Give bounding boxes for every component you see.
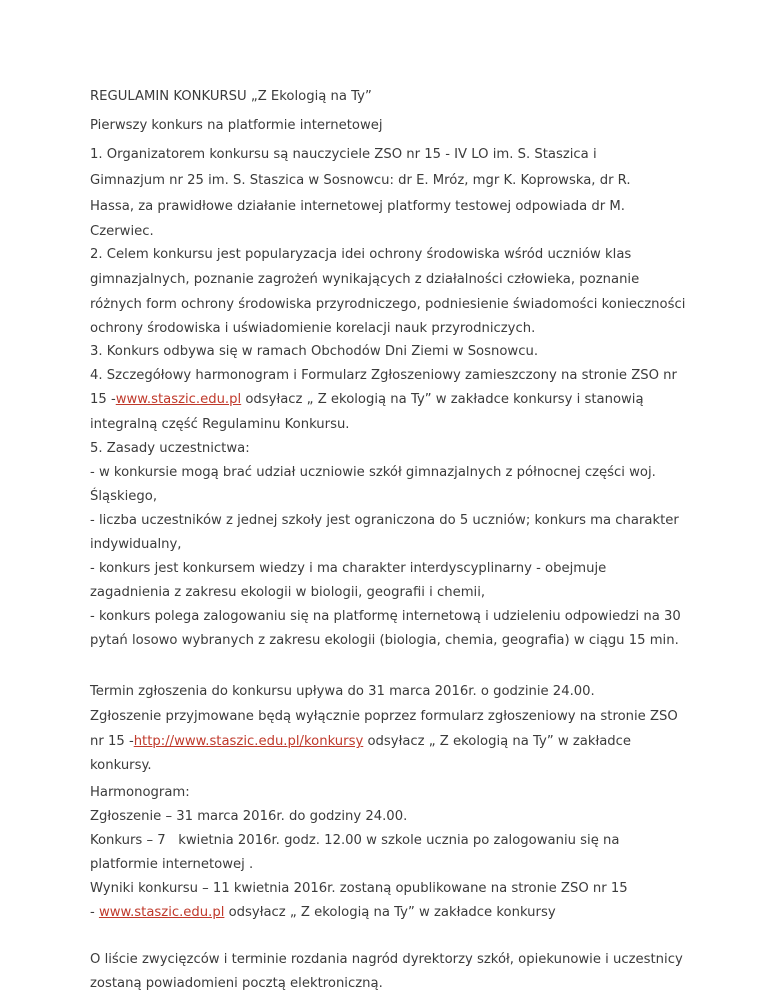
paragraph-line: gimnazjalnych, poznanie zagrożeń wynikających z działalności człowieka, poznanie	[90, 272, 640, 287]
staszic-link[interactable]: www.staszic.edu.pl	[115, 392, 242, 407]
schedule-line: Zgłoszenie – 31 marca 2016r. do godziny 24.00.	[90, 809, 408, 824]
paragraph-line: Gimnazjum nr 25 im. S. Staszica w Sosnowcu: dr E. Mróz, mgr K. Koprowska, dr R.	[90, 173, 631, 188]
paragraph-line: zagadnienia z zakresu ekologii w biologii, geografii i chemii,	[90, 585, 486, 600]
text-fragment: odsyłacz „ Z ekologią na Ty” w zakładce konkursy i stanowią	[241, 392, 644, 407]
paragraph-line: różnych form ochrony środowiska przyrodniczego, podniesienie świadomości konieczności	[90, 297, 686, 312]
paragraph-line: pytań losowo wybranych z zakresu ekologii (biologia, chemia, geografia) w ciągu 15 min.	[90, 633, 679, 648]
schedule-line	[90, 904, 556, 922]
text-fragment: odsyłacz „ Z ekologią na Ty” w zakładce	[363, 734, 632, 749]
paragraph-line: integralną część Regulaminu Konkursu.	[90, 417, 350, 432]
list-item: - liczba uczestników z jednej szkoły jest ograniczona do 5 uczniów; konkurs ma charakter	[90, 513, 679, 528]
paragraph-line: Zgłoszenie przyjmowane będą wyłącznie poprzez formularz zgłoszeniowy na stronie ZSO	[90, 709, 678, 724]
paragraph-line: zostaną powiadomieni pocztą elektroniczną.	[90, 976, 383, 991]
schedule-header: Harmonogram:	[90, 785, 190, 800]
paragraph-line: 4. Szczegółowy harmonogram i Formularz Zgłoszeniowy zamieszczony na stronie ZSO nr	[90, 368, 677, 383]
document-subtitle: Pierwszy konkurs na platformie internetowej	[90, 118, 383, 133]
paragraph-line: Hassa, za prawidłowe działanie internetowej platformy testowej odpowiada dr M.	[90, 199, 625, 214]
text-fragment: 15 -	[90, 392, 116, 407]
schedule-line: Wyniki konkursu – 11 kwietnia 2016r. zostaną opublikowane na stronie ZSO nr 15	[90, 881, 628, 896]
schedule-line: Konkurs – 7 kwietnia 2016r. godz. 12.00 w szkole ucznia po zalogowaniu się na	[90, 833, 620, 848]
document-title: REGULAMIN KONKURSU „Z Ekologią na Ty”	[90, 89, 372, 104]
list-item: - w konkursie mogą brać udział uczniowie szkół gimnazjalnych z północnej części woj.	[90, 465, 656, 480]
paragraph-line	[90, 733, 631, 751]
paragraph-line: Czerwiec.	[90, 224, 154, 239]
paragraph-line: 5. Zasady uczestnictwa:	[90, 441, 250, 456]
text-fragment: odsyłacz „ Z ekologią na Ty” w zakładce konkursy	[224, 905, 556, 920]
text-fragment: -	[90, 905, 99, 920]
paragraph-line	[90, 391, 644, 409]
paragraph-line: 2. Celem konkursu jest popularyzacja idei ochrony środowiska wśród uczniów klas	[90, 247, 632, 262]
paragraph-line: konkursy.	[90, 758, 152, 773]
paragraph-line: Termin zgłoszenia do konkursu upływa do 31 marca 2016r. o godzinie 24.00.	[90, 684, 595, 699]
paragraph-line: ochrony środowiska i uświadomienie korelacji nauk przyrodniczych.	[90, 321, 536, 336]
paragraph-line: O liście zwycięzców i terminie rozdania nagród dyrektorzy szkół, opiekunowie i uczestnicy	[90, 952, 683, 967]
list-item: - konkurs polega zalogowaniu się na platformę internetową i udzieleniu odpowiedzi na 30	[90, 609, 681, 624]
schedule-line: platformie internetowej .	[90, 857, 254, 872]
paragraph-line: indywidualny,	[90, 537, 182, 552]
paragraph-line: Śląskiego,	[90, 489, 158, 504]
text-fragment: nr 15 -	[90, 734, 134, 749]
paragraph-line: 1. Organizatorem konkursu są nauczyciele ZSO nr 15 - IV LO im. S. Staszica i	[90, 147, 597, 162]
paragraph-line: 3. Konkurs odbywa się w ramach Obchodów Dni Ziemi w Sosnowcu.	[90, 344, 539, 359]
results-link[interactable]: www.staszic.edu.pl	[98, 905, 225, 920]
konkursy-link[interactable]: http://www.staszic.edu.pl/konkursy	[133, 734, 364, 749]
list-item: - konkurs jest konkursem wiedzy i ma charakter interdyscyplinarny - obejmuje	[90, 561, 607, 576]
